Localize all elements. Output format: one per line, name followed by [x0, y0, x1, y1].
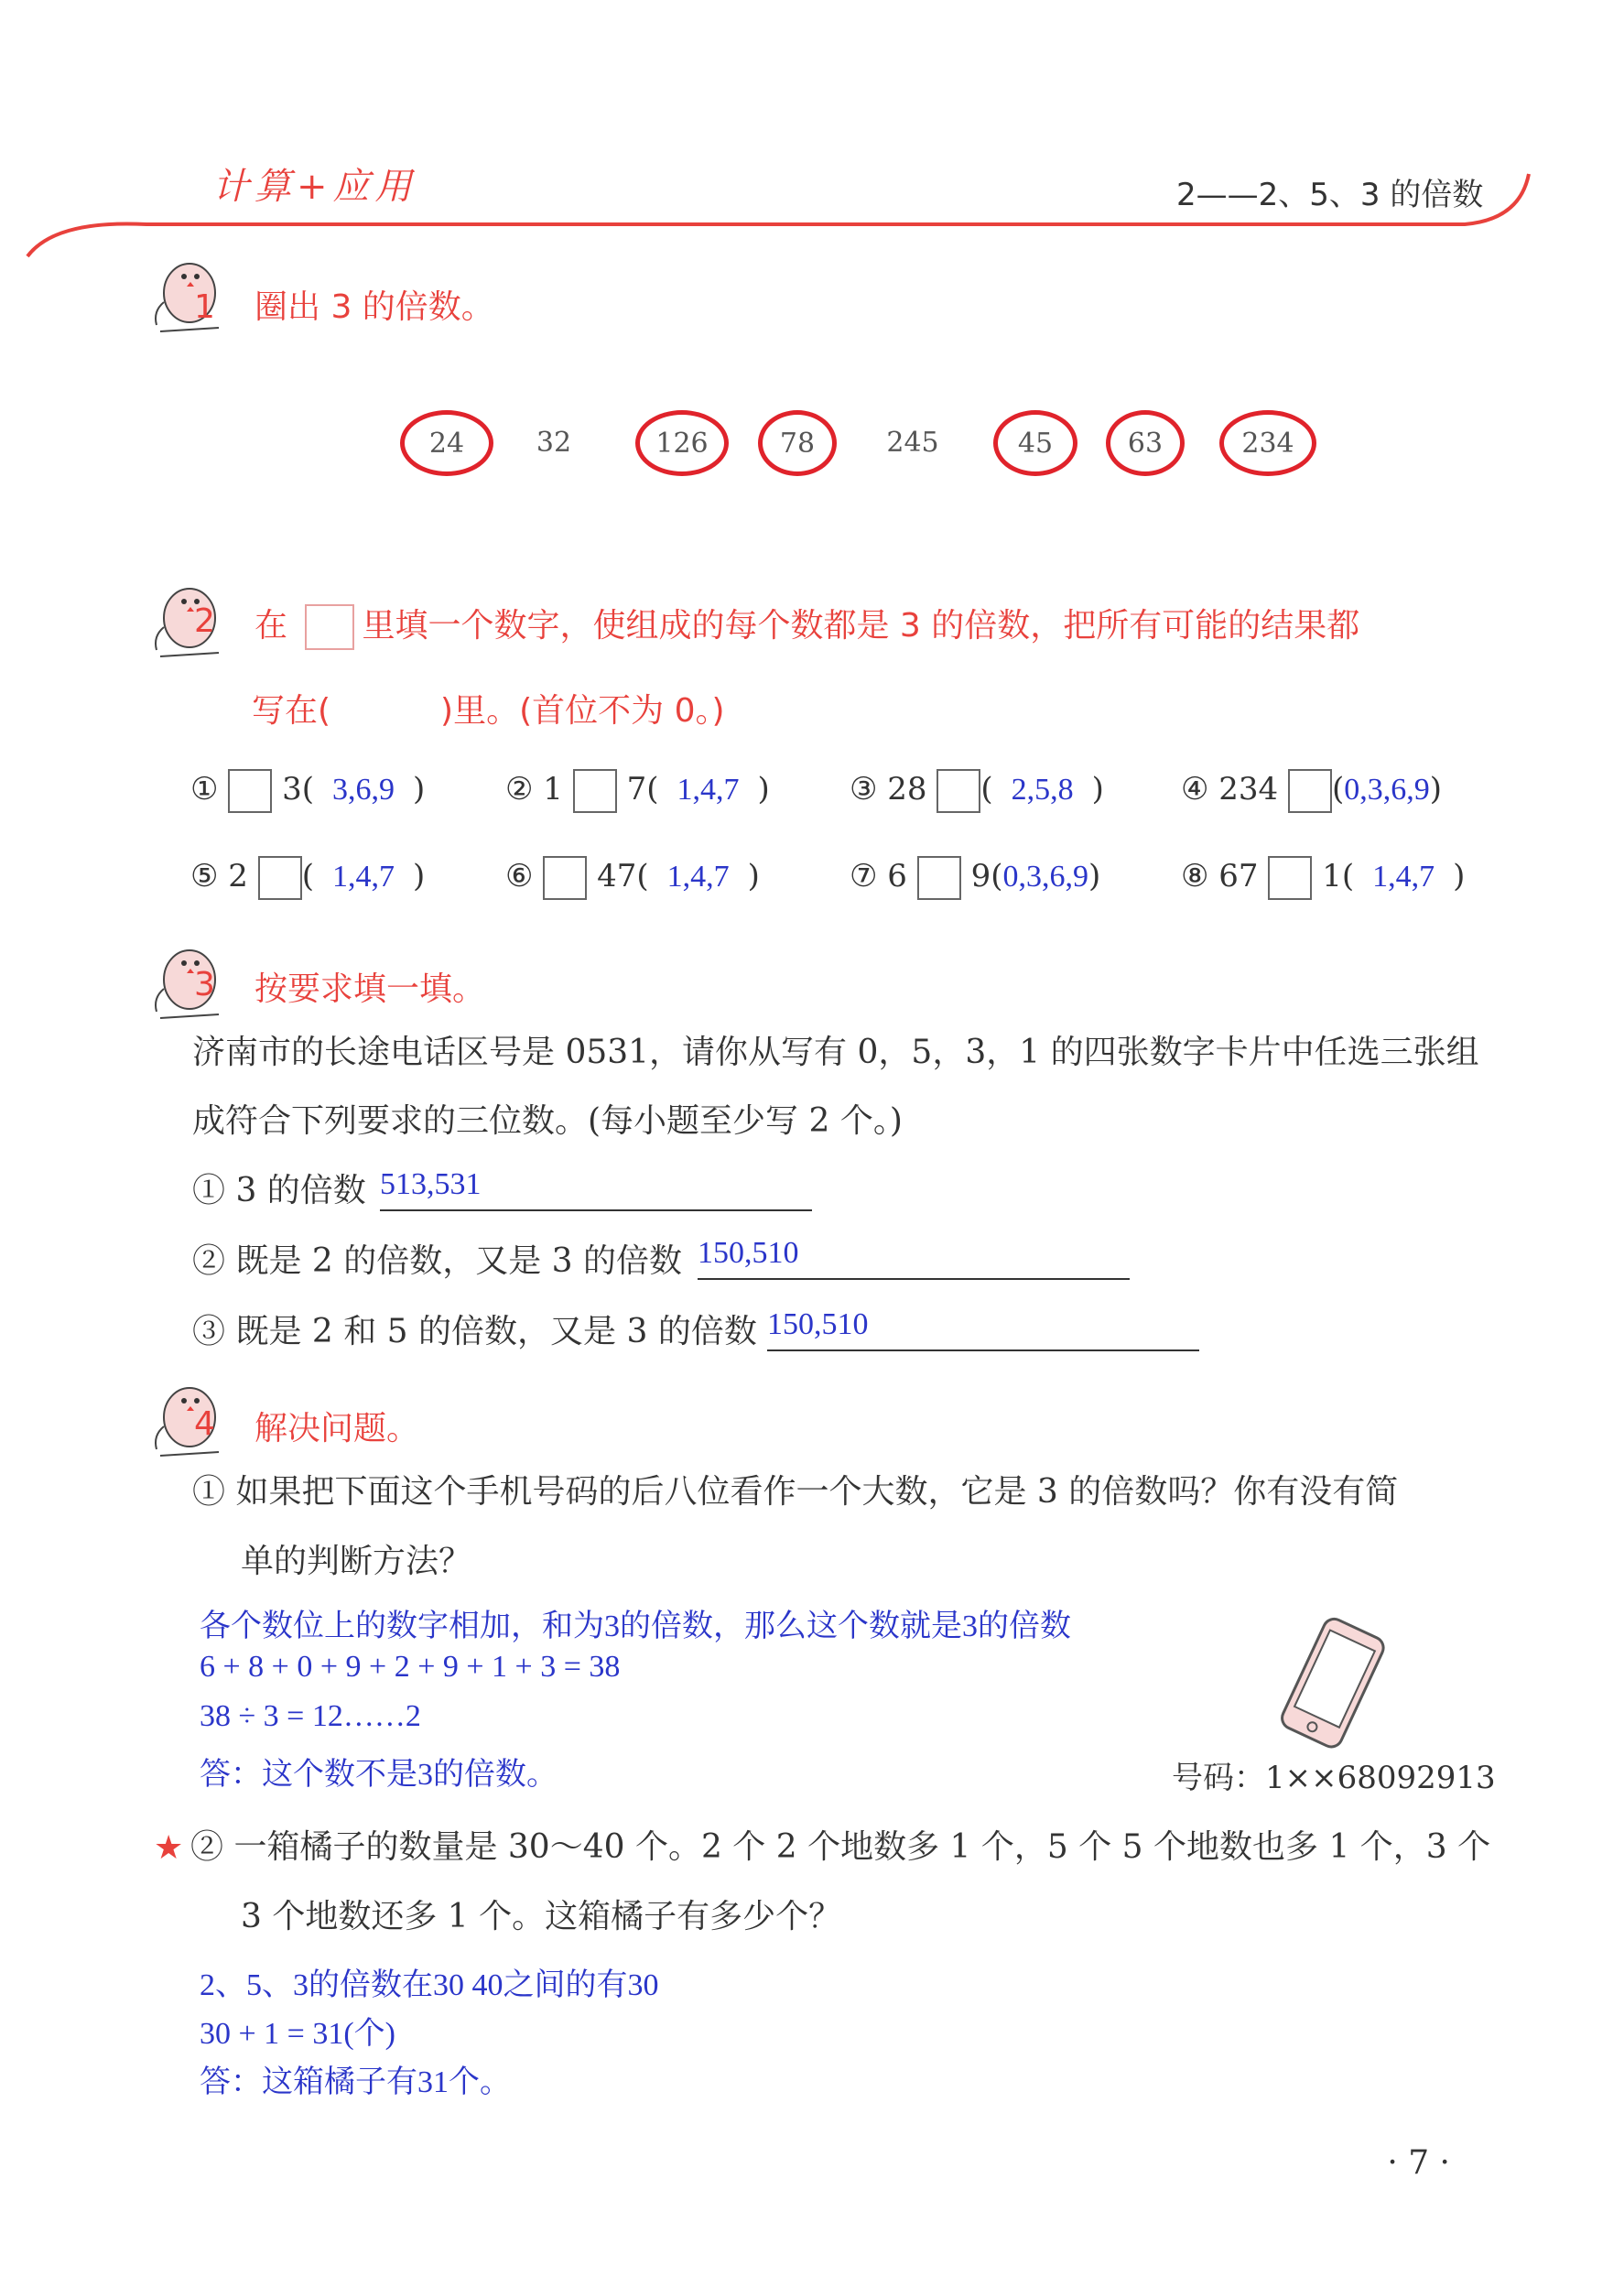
fill-item-4: ④ 234 (0,3,6,9) [1181, 769, 1442, 813]
section-4-question-2-line1: ② 一箱橘子的数量是 30～40 个。2 个 2 个地数多 1 个，5 个 5 个地数也多 1 个，3 个 [190, 1828, 1491, 1866]
header-right-label: 2——2、5、3 的倍数 [1176, 177, 1484, 213]
answer-1: 513,531 [380, 1167, 482, 1201]
section-4-number: 4 [194, 1405, 215, 1443]
answer-line-3 [767, 1307, 1199, 1351]
section-3-question-1: ① 3 的倍数 [192, 1172, 366, 1209]
answer-2: 150,510 [698, 1236, 799, 1270]
number-45-circled: 45 [993, 410, 1077, 476]
empty-box-icon [305, 604, 354, 650]
answer-box [917, 856, 961, 900]
number-234-circled: 234 [1219, 410, 1316, 476]
section-2-title-line2: 写在( )里。(首位不为 0。) [252, 692, 725, 730]
section-3-title: 按要求填一填。 [254, 970, 486, 1008]
number-24-circled: 24 [400, 410, 493, 476]
phone-number-label: 号码：1××68092913 [1172, 1760, 1496, 1796]
answer-4-1-line3: 38 ÷ 3 = 12……2 [200, 1699, 421, 1733]
section-4-question-2-line2: 3 个地数还多 1 个。这箱橘子有多少个？ [241, 1898, 842, 1935]
header-divider-curve [18, 165, 1538, 266]
answer-4-1-line1: 各个数位上的数字相加，和为3的倍数，那么这个数就是3的倍数 [200, 1609, 1071, 1643]
mobile-phone-icon [1268, 1616, 1396, 1753]
answer-3: 150,510 [767, 1307, 869, 1341]
answer-box [573, 769, 617, 813]
fill-item-7: ⑦ 6 9(0,3,6,9) [850, 856, 1100, 900]
number-32: 32 [536, 426, 572, 459]
answer-line-2 [698, 1236, 1130, 1280]
number-126-circled: 126 [635, 410, 729, 476]
section-3-number: 3 [194, 966, 215, 1003]
header-left-label: 计算+应用 [212, 166, 417, 208]
section-3-paragraph-line2: 成符合下列要求的三位数。(每小题至少写 2 个。) [192, 1102, 903, 1140]
answer-box [1288, 769, 1332, 813]
section-3-question-3: ③ 既是 2 和 5 的倍数，又是 3 的倍数 [192, 1313, 757, 1350]
section-3-paragraph-line1: 济南市的长途电话区号是 0531，请你从写有 0，5，3，1 的四张数字卡片中任选三张组 [192, 1034, 1479, 1071]
number-78-circled: 78 [758, 410, 837, 476]
section-3-question-2: ② 既是 2 的倍数，又是 3 的倍数 [192, 1242, 683, 1280]
section-2-title-line1: 在 里填一个数字，使组成的每个数都是 3 的倍数，把所有可能的结果都 [254, 600, 1359, 650]
fill-item-1: ① 3( 3,6,9 ) [190, 769, 425, 813]
fill-item-5: ⑤ 2 ( 1,4,7 ) [190, 856, 425, 900]
section-4-title: 解决问题。 [254, 1410, 420, 1447]
star-icon: ★ [154, 1829, 184, 1867]
answer-box [937, 769, 980, 813]
number-245: 245 [886, 426, 939, 459]
answer-4-1-line2: 6 + 8 + 0 + 9 + 2 + 9 + 1 + 3 = 38 [200, 1650, 621, 1684]
fill-item-3: ③ 28 ( 2,5,8 ) [850, 769, 1104, 813]
fill-item-8: ⑧ 67 1( 1,4,7 ) [1181, 856, 1465, 900]
fill-item-6: ⑥ 47( 1,4,7 ) [505, 856, 760, 900]
section-1-title: 圈出 3 的倍数。 [254, 288, 494, 326]
fill-item-2: ② 1 7( 1,4,7 ) [505, 769, 770, 813]
answer-4-2-line2: 30 + 1 = 31(个) [200, 2017, 395, 2051]
section-4-question-1-line2: 单的判断方法？ [241, 1543, 472, 1580]
page-number: · 7 · [1387, 2144, 1450, 2182]
answer-box [258, 856, 302, 900]
number-63-circled: 63 [1106, 410, 1185, 476]
answer-box [543, 856, 587, 900]
answer-box [228, 769, 272, 813]
answer-box [1268, 856, 1312, 900]
section-2-number: 2 [194, 602, 215, 640]
section-1-number: 1 [194, 288, 215, 326]
answer-line-1 [380, 1167, 812, 1211]
answer-4-2-line3: 答：这箱橘子有31个。 [200, 2065, 511, 2099]
answer-4-1-line4: 答：这个数不是3的倍数。 [200, 1758, 558, 1792]
section-4-question-1-line1: ① 如果把下面这个手机号码的后八位看作一个大数，它是 3 的倍数吗？你有没有简 [192, 1473, 1399, 1511]
answer-4-2-line1: 2、5、3的倍数在30 40之间的有30 [200, 1968, 659, 2002]
